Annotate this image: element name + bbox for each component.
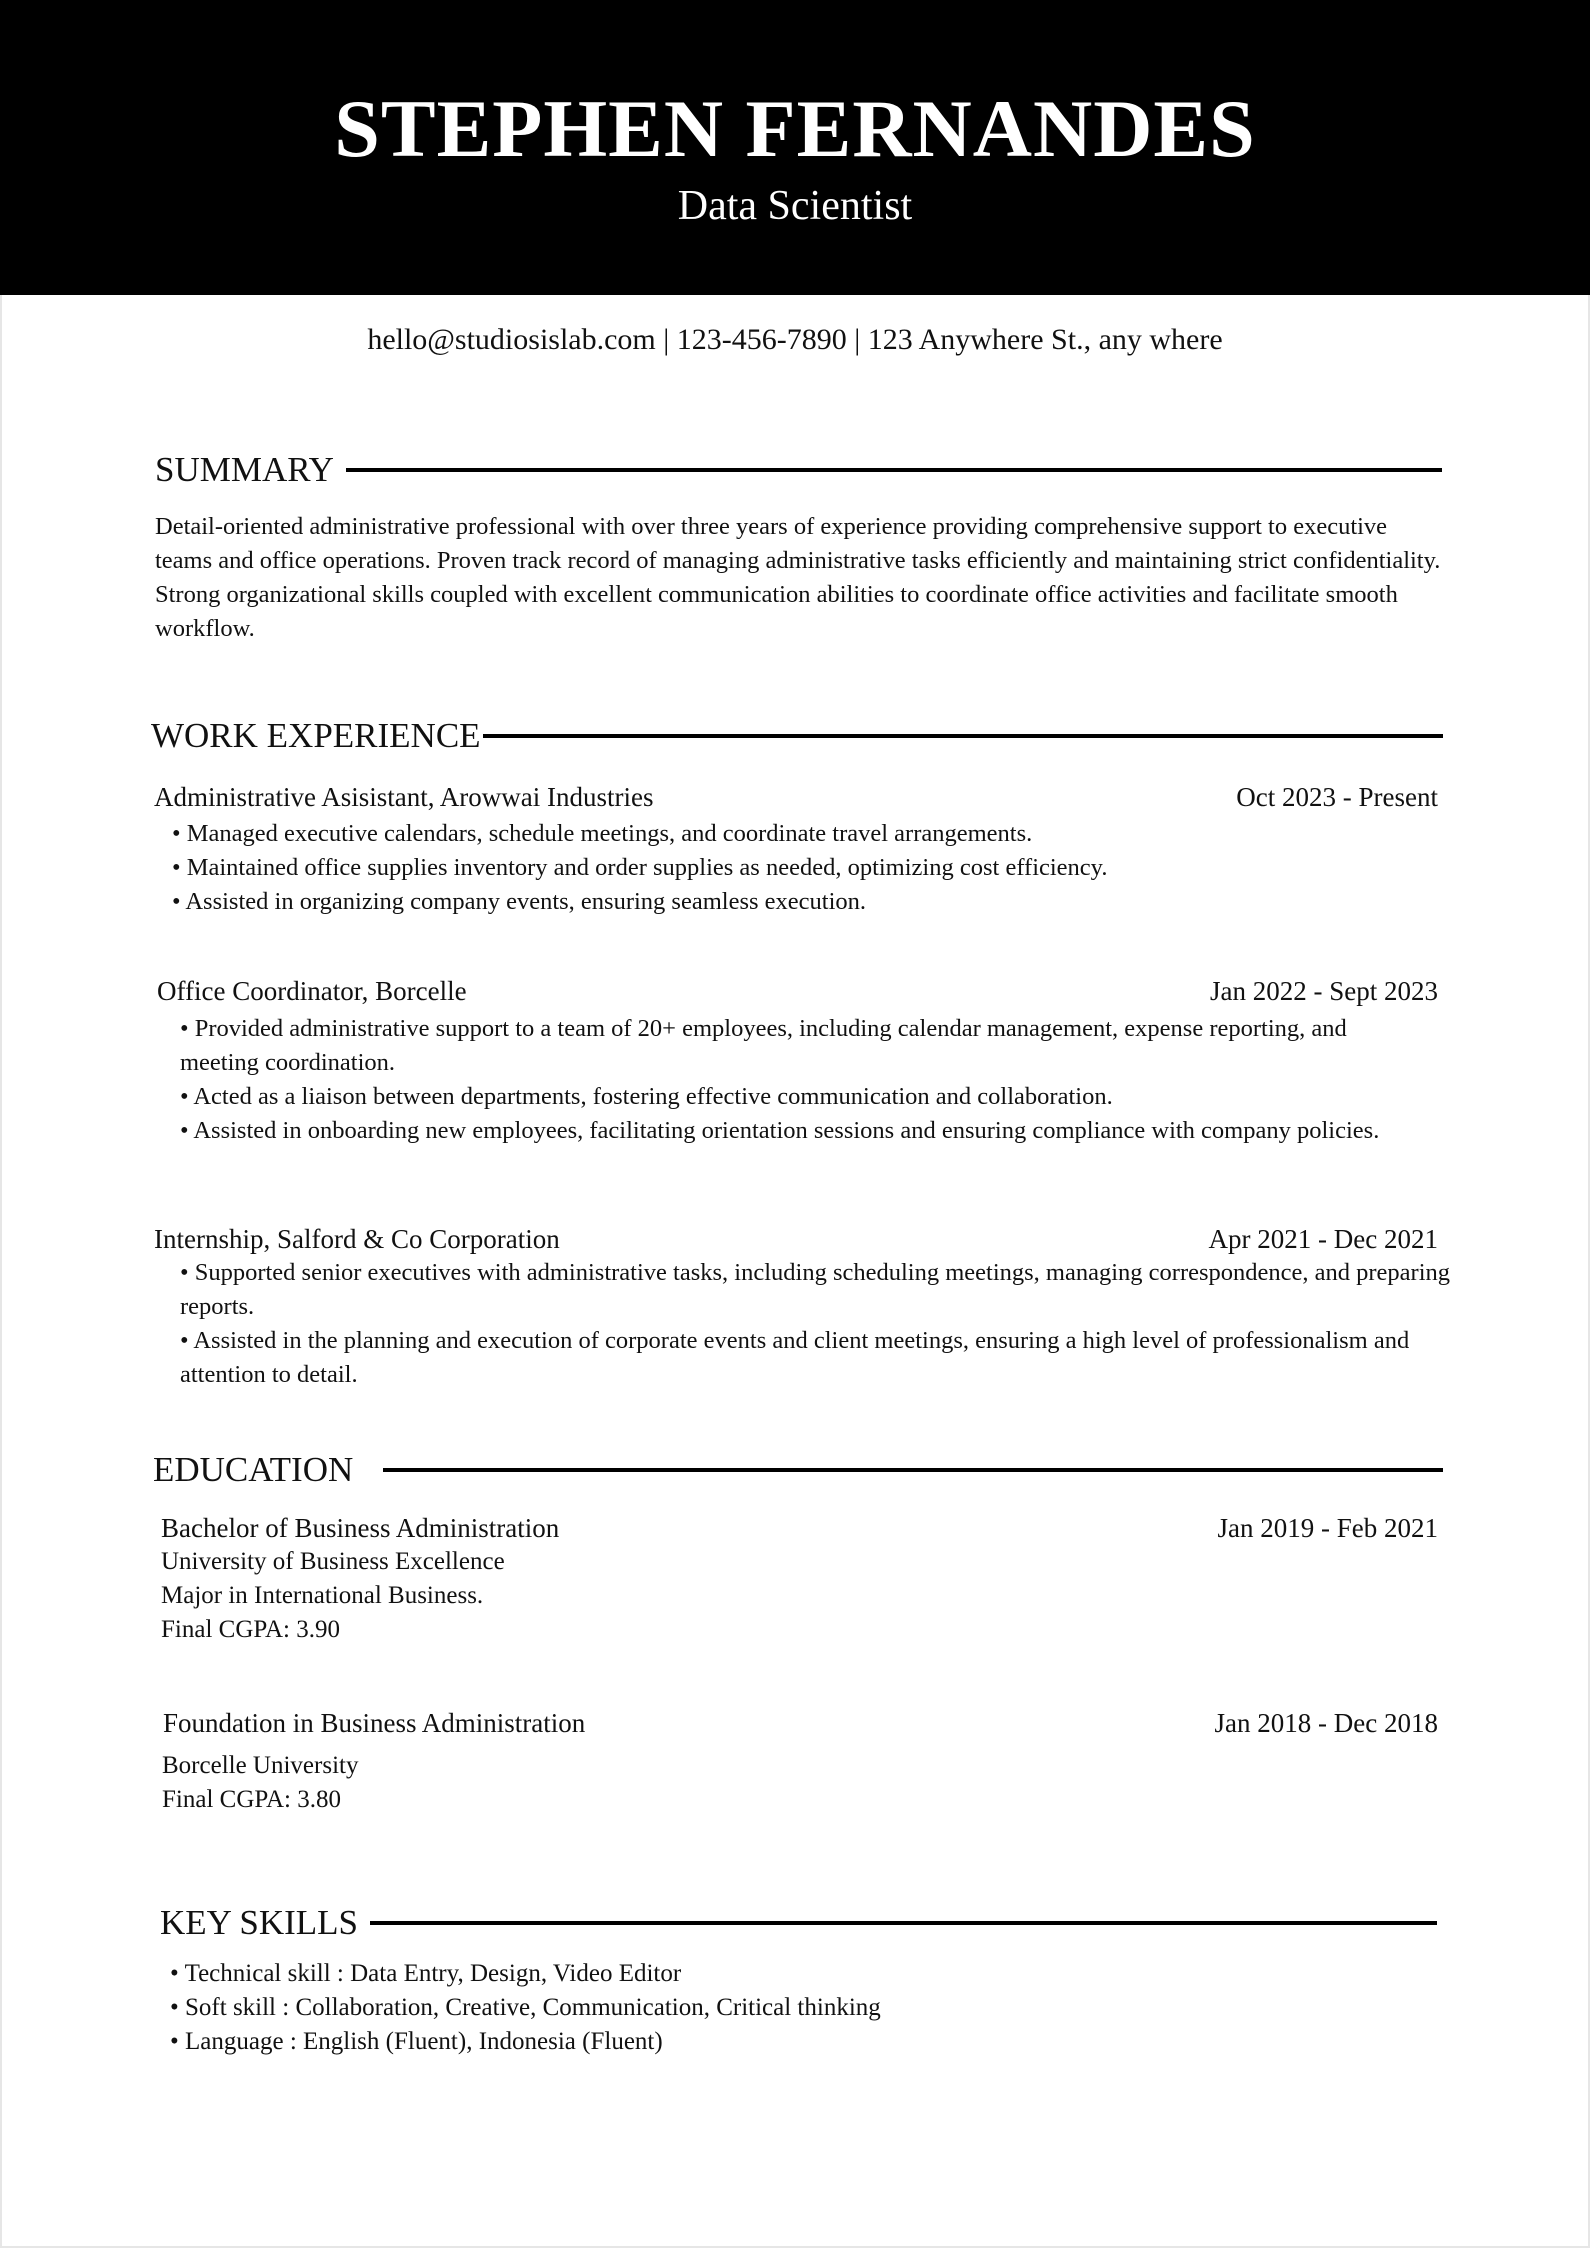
- candidate-name: STEPHEN FERNANDES: [334, 83, 1256, 174]
- education-line: Borcelle University: [162, 1752, 359, 1779]
- summary-text: Detail-oriented administrative professional with over three years of experience providing comprehensive support to executive teams and office operations. Proven track record of managing administrative tasks efficiently and maintaining strict confidentiality. Strong organizational skills coupled with excellent communication abilities to coordinate office activities and facilitate smooth workflow.: [155, 513, 1441, 642]
- job-dates: Oct 2023 - Present: [1236, 782, 1438, 812]
- job-bullets: [172, 817, 1462, 919]
- skills-list: [170, 1957, 1440, 2059]
- experience-heading: [151, 718, 1443, 753]
- degree-dates: Jan 2019 - Feb 2021: [1217, 1513, 1438, 1543]
- list-item: • Language : English (Fluent), Indonesia (Fluent): [170, 2025, 1440, 2059]
- list-item: • Provided administrative support to a team of 20+ employees, including calendar management, expense reporting, and meeting coordination.: [180, 1012, 1425, 1080]
- list-item: • Maintained office supplies inventory and order supplies as needed, optimizing cost efficiency.: [172, 851, 1462, 885]
- contact-line: hello@studiosislab.com | 123-456-7890 | 123 Anywhere St., any where: [367, 323, 1223, 356]
- list-item: • Supported senior executives with administrative tasks, including scheduling meetings, managing correspondence, and preparing reports.: [180, 1256, 1450, 1324]
- education-line: Final CGPA: 3.90: [161, 1616, 340, 1643]
- degree-title: Foundation in Business Administration: [163, 1708, 586, 1738]
- section-title: EDUCATION: [153, 1450, 354, 1489]
- job-dates: Jan 2022 - Sept 2023: [1210, 976, 1438, 1006]
- job-header: [157, 975, 1438, 1007]
- section-title: KEY SKILLS: [160, 1903, 359, 1942]
- list-item: • Assisted in onboarding new employees, facilitating orientation sessions and ensuring compliance with company policies.: [180, 1114, 1480, 1148]
- header-banner: [0, 0, 1590, 295]
- job-header: [154, 781, 1438, 813]
- section-divider: [483, 734, 1443, 738]
- list-item: • Managed executive calendars, schedule meetings, and coordinate travel arrangements.: [172, 817, 1462, 851]
- list-item: • Assisted in the planning and execution of corporate events and client meetings, ensuring a high level of professionalism and attention to detail.: [180, 1324, 1450, 1392]
- list-item: • Technical skill : Data Entry, Design, Video Editor: [170, 1957, 1440, 1991]
- education-header: [163, 1707, 1438, 1739]
- summary-heading: [155, 452, 1442, 487]
- education-line: Final CGPA: 3.80: [162, 1786, 341, 1813]
- list-item: • Assisted in organizing company events, ensuring seamless execution.: [172, 885, 1462, 919]
- list-item: • Acted as a liaison between departments, fostering effective communication and collaboration.: [180, 1080, 1480, 1114]
- section-divider: [346, 468, 1442, 472]
- section-title: WORK EXPERIENCE: [151, 716, 481, 755]
- education-details: [162, 1749, 358, 1817]
- section-divider: [383, 1468, 1443, 1472]
- candidate-role: Data Scientist: [677, 183, 913, 229]
- section-divider: [370, 1921, 1437, 1925]
- job-bullets: [180, 1256, 1450, 1392]
- degree-title: Bachelor of Business Administration: [161, 1513, 560, 1543]
- job-title: Internship, Salford & Co Corporation: [154, 1224, 560, 1254]
- education-details: [161, 1545, 505, 1647]
- job-dates: Apr 2021 - Dec 2021: [1208, 1224, 1438, 1254]
- education-header: [161, 1512, 1438, 1544]
- education-heading: [153, 1452, 1443, 1487]
- education-line: Major in International Business.: [161, 1582, 484, 1609]
- section-title: SUMMARY: [155, 450, 334, 489]
- skills-heading: [160, 1905, 1437, 1940]
- list-item: • Soft skill : Collaboration, Creative, Communication, Critical thinking: [170, 1991, 1440, 2025]
- education-line: University of Business Excellence: [161, 1548, 505, 1575]
- job-title: Office Coordinator, Borcelle: [157, 976, 467, 1006]
- job-bullets: [180, 1012, 1480, 1148]
- degree-dates: Jan 2018 - Dec 2018: [1214, 1708, 1438, 1738]
- job-header: [154, 1223, 1438, 1255]
- job-title: Administrative Asisistant, Arowwai Industries: [154, 782, 654, 812]
